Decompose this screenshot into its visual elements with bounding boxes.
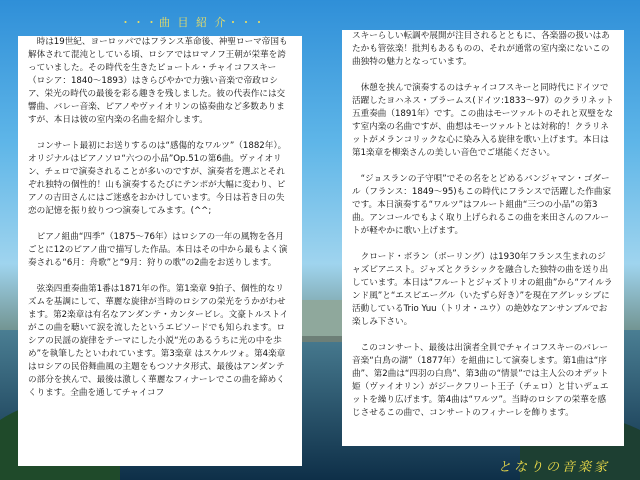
paragraph-bolling-suite: クロード・ボラン（ボーリング）は1930年フランス生まれのジャズピアニスト。ジャズとクラシックを融合した独特の曲を送り出しています。本日は“フルートとジャズトリオの組曲”から“アイルランド風”と“エスピエーグル（いたずら好き）”を現在アグレッシブに活動しているTrio Yuu（トリオ・ユウ）の絶妙なアンサンブルでお楽しみ下さい。: [352, 252, 613, 327]
paragraph-brahms-clarinet-quintet: 休憩を挟んで演奏するのはチャイコフスキーと同時代にドイツで活躍したヨハネス・ブラームス(ドイツ:1833～97）のクラリネット五重奏曲（1891年）です。この曲はモーツァルトのそれと双璧をなす室内楽の名曲ですが、曲想はモーツァルトとは対称的！クラリネットがメランコリックな心に染み入る旋律を歌い上げます。本日は第1楽章を柳楽さんの美しい音色でご堪能ください。: [352, 83, 614, 158]
paragraph-quartet-continued: スキーらしい転調や展開が注目されるとともに、各楽器の扱いはあたかも管弦楽！批判もあるものの、それが通常の室内楽にないこの曲独特の魅力となっています。: [352, 31, 610, 67]
paragraph-sentimental-waltz: コンサート最初にお送りするのは“感傷的なワルツ”（1882年）。オリジナルはピアノソロ“六つの小品”Op.51の第6曲。ヴァイオリン、チェロで演奏されることが多いのですが、演奏者を選ぶとそれぞれ独特の個性的！山も演奏するたびにテンポが大幅に変わり、ピアノの吉田さんにはご迷惑をおかけしています。今日は若き日の失恋の記憶を振り絞りつつ演奏してみます。(^^;: [28, 141, 287, 216]
program-notes-left-column: [18, 36, 302, 466]
page-title: ・・・曲 目 紹 介・・・: [120, 16, 267, 29]
program-notes-right-column: [342, 30, 624, 446]
distant-building: [302, 300, 342, 340]
bridge: [300, 336, 345, 342]
paragraph-the-seasons: ピアノ組曲“四季”（1875～76年）はロシアの一年の風物を各月ごとに12のピアノ曲で描写した作品。本日はその中から最もよく演奏される“6月：舟歌”と“9月：狩りの歌”の2曲をお送りします。: [28, 232, 288, 268]
paragraph-intro: 時は19世紀、ヨーロッパではフランス革命後、神聖ローマ帝国も解体されて混沌としている頃、ロシアではロマノフ王朝が栄華を誇っていました。その時代を生きたピョートル・チャイコフスキー（ロシア：1840～1893）はきらびやかで力強い音楽で帝政ロシア、栄光の時代の最後を彩る趣きを残しました。彼の代表作には交響曲、バレー音楽、ピアノやヴァイオリンの協奏曲など多数ありますが、本日は彼の室内楽の名曲を紹介します。: [28, 37, 288, 125]
site-signature: となりの音楽家: [498, 460, 611, 475]
paragraph-string-quartet: 弦楽四重奏曲第1番は1871年の作。第1楽章 9拍子、個性的なリズムを基調にして、華麗な旋律が当時のロシアの栄光をうかがわせます。第2楽章は有名なアンダンテ・カンタービレ。文豪トルストイがこの曲を聴いて涙を流したというエピソードでも知られます。ロシアの民謡の旋律をテーマにした小説“光のあるうちに光の中を歩め”を執筆したといわれています。第3楽章 はスケルツォ。第4楽章はロシアの民俗舞曲風の主題をもつソナタ形式、最後はアンダンテの部分を挟んで、最後は激しく華麗なフィナーレでこの曲を締めくくります。全曲を通してチャイコフ: [28, 284, 289, 398]
paragraph-godard-waltz: “ジョスランの子守唄”でその名をとどめるバンジャマン・ゴダール（フランス：1849～95)もこの時代にフランスで活躍した作曲家です。本日演奏する“ワルツ”はフルート組曲“三つの小品”の第3曲。アンコールでもよく取り上げられるこの曲を来田さんのフルートが軽やかに歌い上げます。: [352, 174, 612, 236]
paragraph-swan-lake: このコンサート、最後は出演者全員でチャイコフスキーのバレー音楽“白鳥の湖”（1877年）を組曲にして演奏します。第1曲は“序曲”、第2曲は“四羽の白鳥”、第3曲の“情景”では主人公のオデット姫（ヴァイオリン）がジークフリート王子（チェロ）と甘いデュエットを繰り広げます。第4曲は“ワルツ”。当時のロシアの栄華を感じさせるこの曲で、コンサートのフィナーレを飾ります。: [352, 343, 609, 418]
